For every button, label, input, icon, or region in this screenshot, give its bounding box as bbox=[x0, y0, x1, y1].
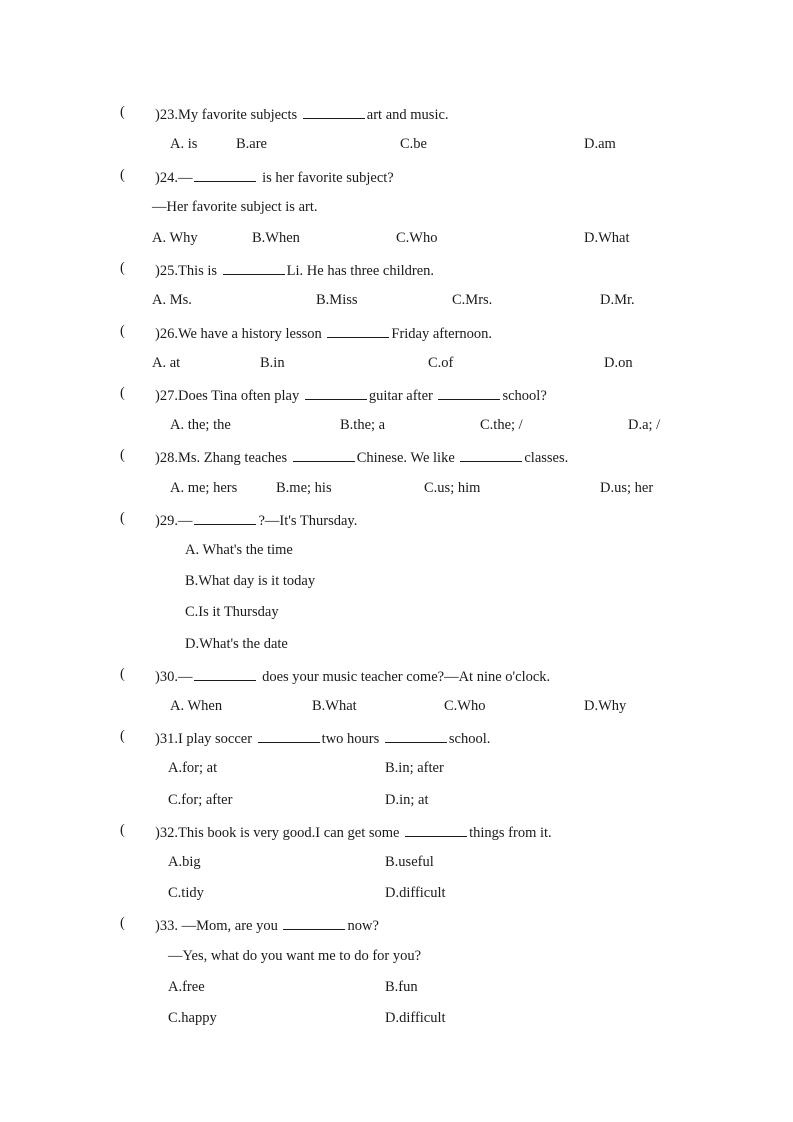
option-a[interactable]: A.big bbox=[168, 854, 201, 870]
answer-bracket-open: ( bbox=[120, 167, 125, 183]
stem-text-before: — bbox=[177, 669, 193, 685]
stem-text-after: ?—It's Thursday. bbox=[258, 513, 358, 529]
answer-blank[interactable] bbox=[223, 260, 285, 275]
answer-bracket-open: ( bbox=[120, 385, 125, 401]
answer-bracket-open: ( bbox=[120, 666, 125, 682]
question-number: 27. bbox=[159, 388, 178, 404]
option-d[interactable]: D.Why bbox=[584, 698, 627, 714]
stem-text-after: does your music teacher come?—At nine o'clock. bbox=[262, 669, 551, 685]
option-c[interactable]: C.tidy bbox=[168, 885, 204, 901]
option-b[interactable]: B.What day is it today bbox=[185, 573, 316, 589]
question-stem bbox=[155, 447, 568, 467]
option-a[interactable]: A. When bbox=[170, 698, 223, 714]
paren-close: ) bbox=[155, 107, 160, 123]
option-d[interactable]: D.difficult bbox=[385, 1010, 446, 1026]
question-number: 26. bbox=[159, 326, 178, 342]
option-c[interactable]: C.for; after bbox=[168, 792, 233, 808]
option-c[interactable]: C.Mrs. bbox=[452, 292, 493, 308]
answer-blank[interactable] bbox=[405, 822, 467, 837]
paren-close: ) bbox=[155, 388, 160, 404]
paren-close: ) bbox=[155, 326, 160, 342]
question-dialogue-line: —Yes, what do you want me to do for you? bbox=[168, 948, 422, 964]
option-d[interactable]: D.in; at bbox=[385, 792, 429, 808]
option-b[interactable]: B.useful bbox=[385, 854, 434, 870]
stem-text-after: Li. He has three children. bbox=[286, 263, 435, 279]
option-a[interactable]: A. is bbox=[170, 136, 198, 152]
question-stem bbox=[155, 167, 394, 187]
option-b[interactable]: B.What bbox=[312, 698, 357, 714]
question-number: 24. bbox=[159, 170, 178, 186]
question-number: 31. bbox=[159, 731, 178, 747]
option-a[interactable]: A. What's the time bbox=[185, 542, 293, 558]
option-b[interactable]: B.in; after bbox=[385, 760, 444, 776]
question-stem bbox=[155, 104, 449, 124]
option-d[interactable]: D.Mr. bbox=[600, 292, 635, 308]
question-number: 33. bbox=[159, 918, 178, 934]
stem-text-before: This book is very good.I can get some bbox=[177, 825, 400, 841]
question-stem bbox=[155, 323, 492, 343]
stem-text-after: Friday afternoon. bbox=[391, 326, 493, 342]
stem-text-after: now? bbox=[347, 918, 379, 934]
paren-close: ) bbox=[155, 450, 160, 466]
option-d[interactable]: D.What bbox=[584, 230, 630, 246]
answer-blank[interactable] bbox=[303, 104, 365, 119]
answer-blank[interactable] bbox=[327, 323, 389, 338]
option-c[interactable]: C.be bbox=[400, 136, 427, 152]
answer-bracket-open: ( bbox=[120, 323, 125, 339]
option-d[interactable]: D.What's the date bbox=[185, 636, 288, 652]
answer-bracket-open: ( bbox=[120, 510, 125, 526]
option-a[interactable]: A. Why bbox=[152, 230, 198, 246]
answer-bracket-open: ( bbox=[120, 728, 125, 744]
option-d[interactable]: D.a; / bbox=[628, 417, 661, 433]
question-stem bbox=[155, 260, 434, 280]
option-a[interactable]: A.for; at bbox=[168, 760, 218, 776]
option-a[interactable]: A.free bbox=[168, 979, 205, 995]
stem-text-before: My favorite subjects bbox=[177, 107, 298, 123]
answer-blank[interactable] bbox=[385, 728, 447, 743]
option-b[interactable]: B.When bbox=[252, 230, 300, 246]
paren-close: ) bbox=[155, 918, 160, 934]
stem-text-middle: guitar after bbox=[368, 388, 433, 404]
option-a[interactable]: A. me; hers bbox=[170, 480, 238, 496]
paren-close: ) bbox=[155, 825, 160, 841]
paren-close: ) bbox=[155, 513, 160, 529]
answer-blank[interactable] bbox=[293, 447, 355, 462]
option-a[interactable]: A. Ms. bbox=[152, 292, 192, 308]
option-a[interactable]: A. at bbox=[152, 355, 181, 371]
option-c[interactable]: C.Who bbox=[444, 698, 486, 714]
answer-blank[interactable] bbox=[194, 510, 256, 525]
paren-close: ) bbox=[155, 669, 160, 685]
option-c[interactable]: C.us; him bbox=[424, 480, 481, 496]
answer-blank[interactable] bbox=[194, 666, 256, 681]
option-b[interactable]: B.the; a bbox=[340, 417, 386, 433]
question-number: 30. bbox=[159, 669, 178, 685]
question-number: 23. bbox=[159, 107, 178, 123]
option-b[interactable]: B.in bbox=[260, 355, 285, 371]
option-c[interactable]: C.the; / bbox=[480, 417, 523, 433]
question-stem bbox=[155, 666, 550, 686]
stem-text-after: school? bbox=[502, 388, 547, 404]
option-a[interactable]: A. the; the bbox=[170, 417, 231, 433]
question-dialogue-line: —Her favorite subject is art. bbox=[152, 199, 318, 215]
stem-text-middle: Chinese. We like bbox=[356, 450, 455, 466]
paren-close: ) bbox=[155, 731, 160, 747]
stem-text-after: classes. bbox=[524, 450, 569, 466]
option-b[interactable]: B.are bbox=[236, 136, 267, 152]
option-c[interactable]: C.Is it Thursday bbox=[185, 604, 279, 620]
stem-text-after: things from it. bbox=[469, 825, 552, 841]
stem-text-before: This is bbox=[177, 263, 218, 279]
option-b[interactable]: B.fun bbox=[385, 979, 418, 995]
question-number: 32. bbox=[159, 825, 178, 841]
question-stem bbox=[155, 915, 379, 935]
answer-bracket-open: ( bbox=[120, 260, 125, 276]
stem-text-before: — bbox=[177, 513, 193, 529]
option-d[interactable]: D.us; her bbox=[600, 480, 654, 496]
option-d[interactable]: D.difficult bbox=[385, 885, 446, 901]
question-stem bbox=[155, 728, 490, 748]
paren-close: ) bbox=[155, 263, 160, 279]
stem-text-before: We have a history lesson bbox=[177, 326, 322, 342]
answer-blank[interactable] bbox=[438, 385, 500, 400]
question-stem bbox=[155, 385, 547, 405]
answer-blank[interactable] bbox=[194, 167, 256, 182]
option-d[interactable]: D.am bbox=[584, 136, 616, 152]
answer-bracket-open: ( bbox=[120, 915, 125, 931]
stem-text-after: is her favorite subject? bbox=[262, 170, 394, 186]
stem-text-middle: two hours bbox=[321, 731, 380, 747]
option-d[interactable]: D.on bbox=[604, 355, 633, 371]
answer-bracket-open: ( bbox=[120, 447, 125, 463]
stem-text-before: I play soccer bbox=[177, 731, 253, 747]
option-b[interactable]: B.Miss bbox=[316, 292, 358, 308]
option-c[interactable]: C.of bbox=[428, 355, 454, 371]
paren-close: ) bbox=[155, 170, 160, 186]
stem-text-after: art and music. bbox=[366, 107, 449, 123]
answer-bracket-open: ( bbox=[120, 822, 125, 838]
stem-text-before: —Mom, are you bbox=[177, 918, 278, 934]
stem-text-before: Does Tina often play bbox=[177, 388, 300, 404]
answer-blank[interactable] bbox=[283, 915, 345, 930]
answer-blank[interactable] bbox=[460, 447, 522, 462]
stem-text-after: school. bbox=[448, 731, 491, 747]
question-stem bbox=[155, 510, 357, 530]
option-c[interactable]: C.Who bbox=[396, 230, 438, 246]
stem-text-before: Ms. Zhang teaches bbox=[177, 450, 288, 466]
stem-text-before: — bbox=[177, 170, 193, 186]
answer-blank[interactable] bbox=[305, 385, 367, 400]
question-stem bbox=[155, 822, 552, 842]
question-number: 28. bbox=[159, 450, 178, 466]
answer-bracket-open: ( bbox=[120, 104, 125, 120]
question-number: 29. bbox=[159, 513, 178, 529]
option-c[interactable]: C.happy bbox=[168, 1010, 217, 1026]
answer-blank[interactable] bbox=[258, 728, 320, 743]
question-number: 25. bbox=[159, 263, 178, 279]
option-b[interactable]: B.me; his bbox=[276, 480, 332, 496]
